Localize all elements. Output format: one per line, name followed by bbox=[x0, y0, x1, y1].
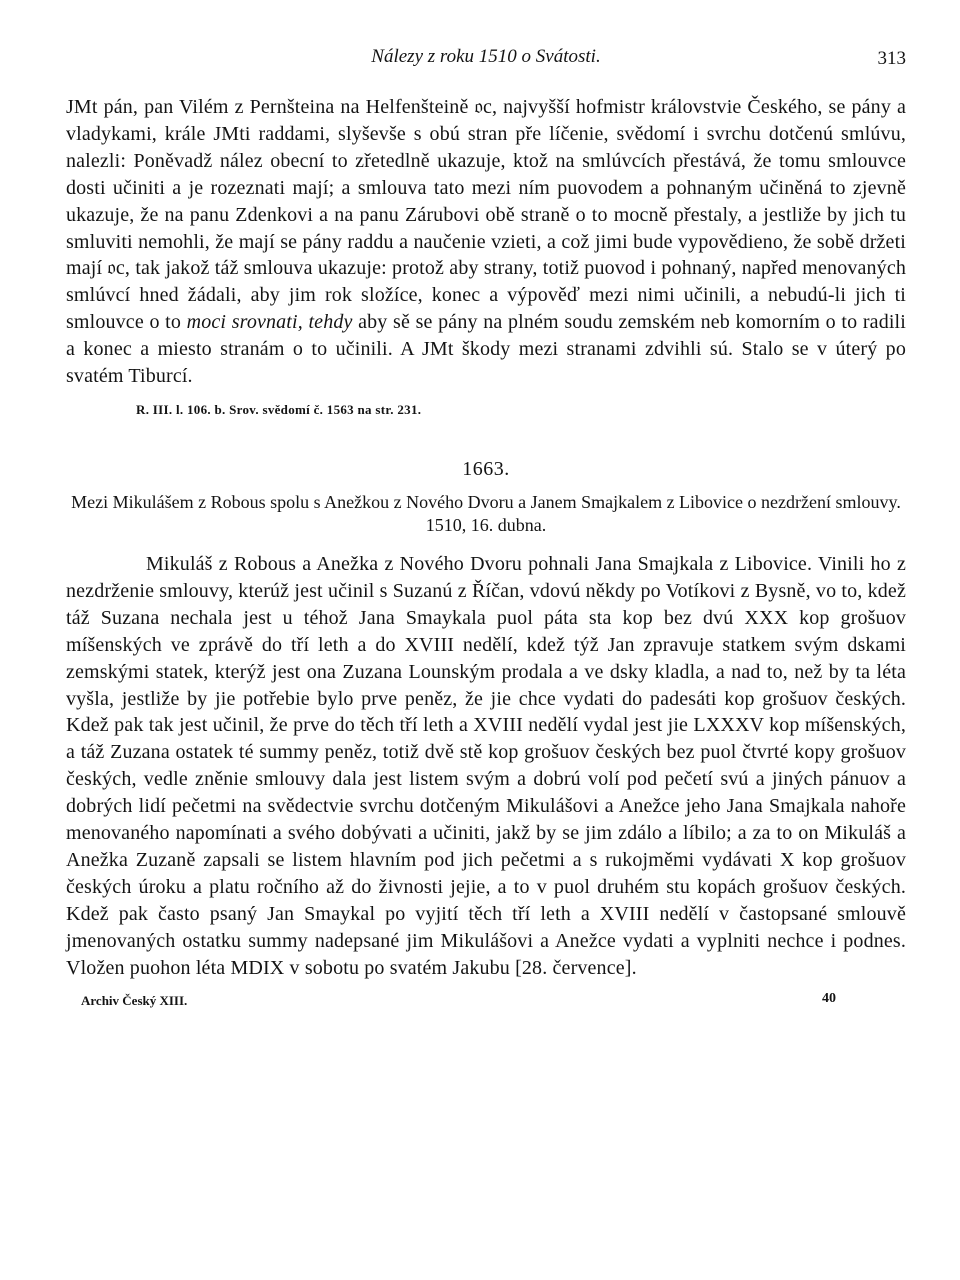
footer-signature: Archiv Český XIII. bbox=[81, 993, 188, 1009]
page-number: 313 bbox=[877, 48, 906, 69]
paragraph-text-part: JMt pán, pan Vilém z Pernšteina na Helfenšteině 𝔬c, najvyšší hofmistr královstvie Českého, se pány a vladykami, krále JMti raddami, slyševše s obú stran pře líčenie, svědomí i svrchu dotčenú smlúvu, nalezli: Poněvadž nález obecní to zřetedlně ukazuje, ktož na smlúvcích přestává, že tomu smlouvce dosti učiniti a je rozeznati mají; a smlouva tato mezi ním puovodem a pohnaným učiněná to zjevně ukazuje, že na panu Zdenkovi a na panu Zárubovi obě straně o to mocně přestaly, a jestliže by jich tu smluviti nemohli, že mají se pány raddu a naučenie vzieti, a což jimi bude vypovědieno, že sobě držeti mají 𝔬c, tak jakož táž smlouva ukazuje: protož aby strany, totiž puovod i pohnaný, napřed menovaných smlúvcí hned žádali, aby jim rok složíce, konec a výpověď mezi nimi učinili, a nebudú-li jich ti smlouvce o to bbox=[66, 96, 906, 334]
running-header bbox=[66, 38, 906, 78]
paragraph-text-part: aby sě se pány na plném soudu zemském neb komorním o to radili a konec a miesto stranám o to učinili. A JMt škody mezi stranami zdvihli sú. Stalo se v úterý po svatém Tiburcí. bbox=[66, 311, 906, 388]
source-reference: R. III. l. 106. b. Srov. svědomí č. 1563 na str. 231. bbox=[136, 401, 422, 417]
entry-heading: Mezi Mikulášem z Robous spolu s Anežkou z Nového Dvoru a Janem Smajkalem z Libovice o nezdržení smlouvy. 1510, 16. dubna. bbox=[71, 491, 901, 535]
entry-body-paragraph: Mikuláš z Robous a Anežka z Nového Dvoru pohnali Jana Smajkala z Libovice. Vinili ho z nezdrženie smlouvy, kterúž jest učinil s Suzanú z Říčan, vdovú někdy po Votíkovi z Bysně, vo to, kdež táž Suzana nechala jest u téhož Jana Smaykala puol páta sta kop bez dvú XXX kop grošuov míšenských ve zprávě do tří leth a do XVIII nedělí, kdež týž Jan zpravuje statkem svým dskami zemskými statek, kterýž jest ona Zuzana Lounským prodala a ve dsky kladla, a nad to, než by ta léta vyšla, jestliže by jie potřebie bylo prve peněz, že jie chce vydati do padesáti kop grošuov českých. Kdež pak tak jest učinil, že prve do těch tří leth a XVIII nedělí vydal jest jie LXXXV kop míšenských, a táž Zuzana ostatek té summy peněz, totiž dvě stě kop grošuov českých bez puol čtvrté kopy grošuov českých, vedle zněnie smlouvy dala jest listem svým a dobrú volí pod pečetí svú a jiných pánuov a dobrých lidí pečetmi na svědectvie svrchu dotčeným Mikulášovi a Anežce jeho Jana Smajkala nahoře menovaného napomínati a svého dobývati a učiniti, jakž by se jim zdálo a líbilo; a za to on Mikuláš a Anežka Zuzaně zapsali se listem hlavním pod jich pečetmi a s rukojměmi vydávati X kop grošuov českých úroku a platu ročního až do živnosti jejie, a to v puol druhém stu kopách grošuov českých. Kdež pak často psaný Jan Smaykal po vyjití těch tří leth a XVIII nedělí v častopsané smlouvě jmenovaných ostatku summy nadepsané jim Mikulášovi a Anežce vydati a vyplniti nechce i podnes. Vložen puohon léta MDIX v sobotu po svatém Jakubu [28. července]. bbox=[66, 552, 906, 979]
page-footer bbox=[66, 989, 906, 1013]
footer-sheet-number: 40 bbox=[822, 991, 836, 1007]
italic-phrase: moci srovnati, tehdy bbox=[186, 311, 353, 334]
continued-entry-paragraph bbox=[66, 94, 906, 390]
entry-number: 1663. bbox=[462, 457, 510, 480]
document-page bbox=[66, 38, 906, 1013]
running-title: Nálezy z roku 1510 o Svátosti. bbox=[371, 46, 601, 67]
